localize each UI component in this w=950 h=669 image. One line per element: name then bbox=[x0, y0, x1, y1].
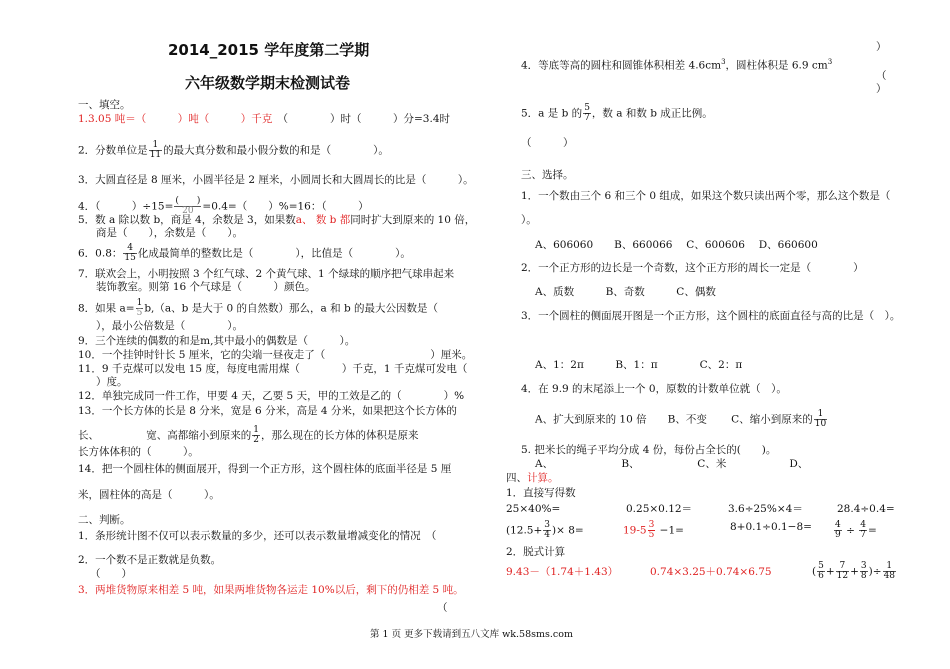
question-1-7: 7．联欢会上，小明按照 3 个红气球、2 个黄气球、1 个绿球的顺序把气球串起来 bbox=[78, 268, 455, 280]
calc-r2-c4 bbox=[833, 521, 877, 540]
fraction bbox=[860, 562, 868, 581]
denominator: 7 bbox=[584, 113, 590, 123]
numerator: 5 bbox=[584, 103, 590, 113]
question-text: =0.4=（ ）%=16：（ ） bbox=[202, 200, 369, 213]
denominator: 8 bbox=[860, 571, 867, 581]
numerator: 4 bbox=[860, 520, 866, 530]
question-text: ，圆柱体积是 6.9 cm bbox=[725, 59, 828, 72]
question-2-2-answer: （ ） bbox=[90, 568, 132, 580]
expr: )× 8= bbox=[552, 524, 584, 537]
question-1-1 bbox=[78, 113, 450, 126]
question-1-12: 12．单独完成同一件工作，甲要 4 天，乙要 5 天，甲的工效是乙的（ ）% bbox=[78, 390, 465, 402]
fraction bbox=[883, 562, 896, 581]
question-1-5-cont: 商是（ ），余数是（ ）。 bbox=[96, 227, 243, 239]
question-text: 同时扩大到原来的 10 倍， bbox=[350, 214, 476, 226]
question-number: 1. bbox=[78, 113, 89, 125]
question-text: 4．（ ）÷15= bbox=[78, 200, 174, 213]
expr: 19-5 bbox=[623, 524, 647, 537]
question-text: 8．如果 a= bbox=[78, 302, 135, 315]
question-text: ，那么现在的长方体的体积是原来 bbox=[260, 429, 419, 442]
question-text: ，数 a 和数 b 成正比例。 bbox=[591, 107, 713, 120]
question-1-9: 9．三个连续的偶数的和是m,其中最小的偶数是（ ）。 bbox=[78, 335, 356, 347]
question-2-5 bbox=[521, 104, 713, 123]
question-3-1: 1．一个数由三个 6 和三个 0 组成，如果这个数只读出两个零，那么这个数是（ bbox=[521, 190, 891, 202]
question-text: 5．a 是 b 的 bbox=[521, 107, 583, 120]
question-2-3: 3．两堆货物原来相差 5 吨，如果两堆货物各运走 10%以后，剩下的仍相差 5 吨。 bbox=[78, 584, 464, 596]
calc-r1-c1: 25×40%= bbox=[506, 503, 561, 515]
numerator: 4 bbox=[835, 520, 841, 530]
question-2-5-answer: （ ） bbox=[521, 137, 574, 149]
question-1-11: 11．9 千克煤可以发电 15 度，每度电需用煤（ ）千克，1 千克煤可发电（ bbox=[78, 363, 468, 375]
expr: −1= bbox=[656, 524, 684, 537]
numerator: 4 bbox=[123, 244, 136, 254]
numerator: 3 bbox=[860, 561, 867, 571]
question-3-4: 4．在 9.9 的末尾添上一个 0，原数的计数单位就（ ）。 bbox=[521, 383, 787, 395]
denominator: 2 bbox=[253, 435, 259, 445]
question-text: 长、 宽、高都缩小到原来的 bbox=[78, 429, 252, 442]
question-red-text: 3.05 吨＝（ ）吨（ ）千克 bbox=[88, 113, 273, 125]
calc-r1-c4: 28.4÷0.4= bbox=[837, 503, 895, 515]
question-1-8 bbox=[78, 299, 438, 318]
numerator: ( ) bbox=[175, 196, 201, 206]
denominator: 5 bbox=[136, 308, 143, 318]
numerator: 1 bbox=[136, 298, 143, 308]
superscript: 3 bbox=[721, 58, 726, 66]
numerator: 3 bbox=[544, 520, 551, 530]
question-1-10: 10．一个挂钟时针长 5 厘米，它的尖端一昼夜走了（ ）厘米。 bbox=[78, 349, 473, 361]
fraction bbox=[648, 521, 656, 540]
numerator: 1 bbox=[149, 141, 162, 151]
calc-r2-c3: 8+0.1÷0.1−8= bbox=[730, 521, 812, 533]
denominator: 20 bbox=[182, 206, 194, 216]
question-3-1-options: A、606060 B、660066 C、600606 D、660600 bbox=[535, 239, 818, 251]
question-1-5 bbox=[78, 214, 475, 227]
question-1-11-cont: ）度。 bbox=[96, 376, 128, 388]
section2-heading: 二、判断。 bbox=[78, 514, 131, 526]
fraction bbox=[814, 410, 827, 429]
fraction bbox=[583, 104, 591, 123]
fraction bbox=[136, 299, 144, 318]
expr: (12.5+ bbox=[506, 524, 543, 537]
operator: ÷ bbox=[846, 524, 855, 537]
fraction bbox=[836, 562, 849, 581]
question-1-13: 13．一个长方体的长是 8 分米，宽是 6 分米，高是 4 分米，如果把这个长方体的 bbox=[78, 405, 457, 417]
question-3-3-options: A、1：2π B、1：π C、2：π bbox=[535, 359, 743, 371]
calc-sub-1: 1．直接写得数 bbox=[506, 487, 576, 499]
question-text: 6．0.8： bbox=[78, 247, 123, 260]
question-text: 化成最简单的整数比是（ ），比值是（ ）。 bbox=[137, 247, 411, 260]
question-2-2: 2．一个数不是正数就是负数。 bbox=[78, 554, 222, 566]
numerator: 1 bbox=[883, 562, 896, 572]
calc-step-3: ( $\frac{5}{6}$ + $\frac{7}{12}$ + $\frac{3}{8}$ )÷ $\frac{1}{48}$ bbox=[812, 561, 896, 581]
calc-r2-c2 bbox=[623, 521, 684, 540]
calc-step-2: 0.74×3.25＋0.74×6.75 bbox=[650, 566, 772, 578]
question-3-2-options: A、质数 B、奇数 C、偶数 bbox=[535, 286, 716, 298]
denominator: 6 bbox=[818, 571, 824, 581]
fraction bbox=[149, 141, 162, 160]
paren: )÷ bbox=[868, 565, 882, 578]
exam-title-term: 2014_2015 学年度第二学期 bbox=[168, 41, 370, 59]
calc-r2-c1 bbox=[506, 521, 584, 540]
right-paren-1: ） bbox=[876, 41, 887, 53]
question-3-4-options bbox=[535, 410, 828, 429]
question-1-2 bbox=[78, 141, 389, 160]
question-1-6 bbox=[78, 244, 411, 263]
question-1-14-cont: 米，圆柱体的高是（ ）。 bbox=[78, 489, 220, 501]
question-1-14: 14．把一个圆柱体的侧面展开，得到一个正方形，这个圆柱体的底面半径是 5 厘 bbox=[78, 463, 452, 475]
options-text: A、扩大到原来的 10 倍 B、不变 C、缩小到原来的 bbox=[535, 413, 813, 426]
question-1-13-end: 长方体体积的（ ）。 bbox=[78, 446, 199, 458]
denominator: 48 bbox=[883, 571, 896, 581]
numerator: 1 bbox=[253, 425, 259, 435]
heading-text: 计算。 bbox=[527, 472, 559, 484]
denominator: 5 bbox=[648, 530, 655, 540]
question-2-3-paren: （ bbox=[437, 602, 448, 614]
question-1-13-cont bbox=[78, 426, 418, 445]
question-3-5: 5. 把米长的绳子平均分成 4 份，每份占全长的( )。 bbox=[521, 444, 777, 456]
question-text: 2．分数单位是 bbox=[78, 144, 148, 157]
fraction bbox=[834, 521, 842, 540]
denominator: 11 bbox=[149, 150, 162, 160]
question-1-8-cont: ），最小公倍数是（ ）。 bbox=[96, 320, 243, 332]
question-1-7-cont: 装饰教室。则第 16 个气球是（ ）颜色。 bbox=[96, 281, 316, 293]
numerator: 5 bbox=[818, 561, 824, 571]
denominator: 12 bbox=[836, 571, 849, 581]
section3-heading: 三、选择。 bbox=[521, 169, 574, 181]
numerator: 1 bbox=[814, 410, 827, 420]
fraction bbox=[859, 521, 867, 540]
question-text: 5．数 a 除以数 b，商是 4，余数是 3，如果数 bbox=[78, 214, 296, 226]
question-2-4 bbox=[521, 56, 832, 73]
fraction bbox=[252, 426, 260, 445]
fraction bbox=[543, 521, 551, 540]
fraction bbox=[123, 244, 136, 263]
section4-heading bbox=[506, 472, 559, 485]
fraction bbox=[817, 562, 825, 581]
denominator: 15 bbox=[124, 253, 136, 263]
operator: = bbox=[867, 524, 877, 537]
right-paren-2: （ bbox=[876, 70, 887, 82]
question-text: （ ）时（ ）分=3.4时 bbox=[282, 113, 450, 125]
question-text: b,（a、b 是大于 0 的自然数）那么，a 和 b 的最大公因数是（ bbox=[144, 302, 439, 315]
denominator: 7 bbox=[860, 530, 866, 540]
section1-heading: 一、填空。 bbox=[78, 99, 131, 111]
denominator: 10 bbox=[814, 419, 827, 429]
question-3-2: 2．一个正方形的边长是一个奇数，这个正方形的周长一定是（ ） bbox=[521, 262, 864, 274]
denominator: 9 bbox=[835, 530, 841, 540]
calc-step-1: 9.43－（1.74＋1.43） bbox=[506, 566, 619, 578]
numerator: 3 bbox=[648, 520, 655, 530]
exam-title-main: 六年级数学期末检测试卷 bbox=[185, 74, 351, 92]
right-paren-3: ） bbox=[876, 83, 887, 95]
superscript: 3 bbox=[827, 58, 833, 66]
page-footer: 第 1 页 更多下载请到五八文库 wk.58sms.com bbox=[370, 629, 573, 640]
question-2-1: 1．条形统计图不仅可以表示数量的多少，还可以表示数量增减变化的情况 （ bbox=[78, 530, 437, 542]
question-3-3: 3．一个圆柱的侧面展开图是一个正方形，这个圆柱的底面直径与高的比是（ ）。 bbox=[521, 310, 901, 322]
calc-r1-c2: 0.25×0.12＝ bbox=[626, 503, 693, 515]
paren: ( bbox=[812, 565, 817, 578]
question-3-5-options: A、 B、 C、米 D、 bbox=[535, 458, 809, 470]
question-red-text: a、 数 b 都 bbox=[295, 214, 351, 226]
question-text: 的最大真分数和最小假分数的和是（ ）。 bbox=[163, 144, 389, 157]
numerator: 7 bbox=[836, 562, 849, 572]
denominator: 4 bbox=[544, 530, 551, 540]
calc-sub-2: 2．脱式计算 bbox=[506, 546, 566, 558]
question-text: 4．等底等高的圆柱和圆锥体积相差 4.6cm bbox=[521, 59, 722, 72]
calc-r1-c3: 3.6÷25%×4＝ bbox=[728, 503, 803, 515]
question-3-1-cont: ）。 bbox=[521, 214, 537, 226]
heading-number: 四、 bbox=[506, 472, 527, 484]
question-1-3: 3．大圆直径是 8 厘米，小圆半径是 2 厘米，小圆周长和大圆周长的比是（ ）。 bbox=[78, 174, 474, 186]
